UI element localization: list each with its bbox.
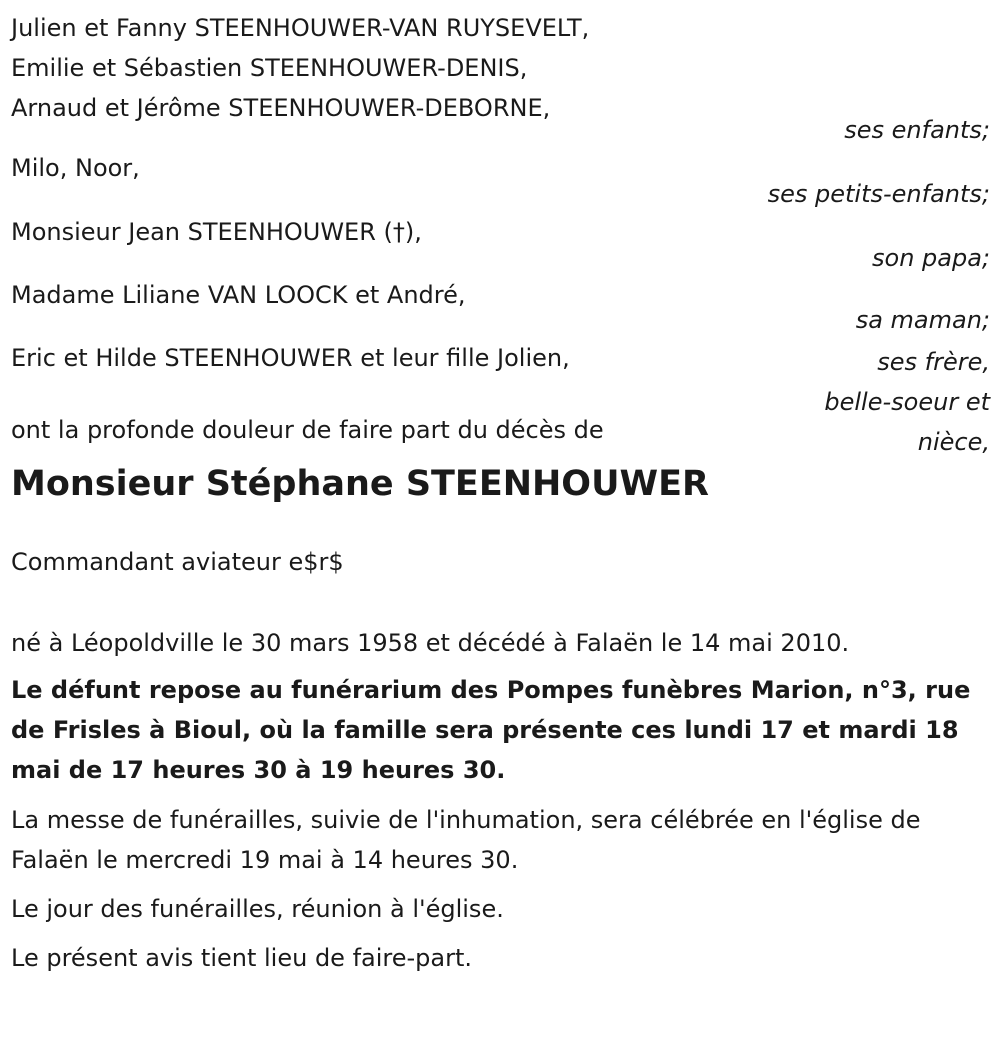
father-block	[11, 212, 990, 275]
mass-info: La messe de funérailles, suivie de l'inhumation, sera célébrée en l'église de Falaën le mercredi 19 mai à 14 heures 30.	[11, 806, 921, 874]
siblings-role-line: belle-soeur et	[824, 388, 990, 416]
siblings-role-line: ses frère,	[877, 348, 990, 376]
deceased-title: Commandant aviateur e$r$	[11, 548, 344, 576]
mother-role: sa maman;	[855, 306, 990, 334]
father-name: Monsieur Jean STEENHOUWER (†),	[11, 218, 422, 246]
reunion-info: Le jour des funérailles, réunion à l'église.	[11, 895, 504, 923]
child-line: Emilie et Sébastien STEENHOUWER-DENIS,	[11, 54, 528, 82]
grandchildren-block	[11, 148, 990, 212]
siblings-role-line: nièce,	[917, 428, 990, 456]
siblings-block	[11, 338, 990, 468]
deceased-name: Monsieur Stéphane STEENHOUWER	[11, 464, 709, 504]
obituary-notice	[11, 8, 990, 978]
funerarium-info: Le défunt repose au funérarium des Pompes funèbres Marion, n°3, rue de Frisles à Bioul, où la famille sera présente ces lundi 17 et mardi 18 mai de 17 heures 30 à 19 heures 30.	[11, 676, 971, 784]
mother-name: Madame Liliane VAN LOOCK et André,	[11, 281, 466, 309]
mother-block	[11, 275, 990, 338]
grandchildren-names: Milo, Noor,	[11, 154, 140, 182]
children-block	[11, 8, 990, 148]
birth-death: né à Léopoldville le 30 mars 1958 et décédé à Falaën le 14 mai 2010.	[11, 629, 850, 657]
father-role: son papa;	[872, 244, 990, 272]
siblings-names: Eric et Hilde STEENHOUWER et leur fille Jolien,	[11, 344, 570, 372]
notice-info: Le présent avis tient lieu de faire-part.	[11, 944, 473, 972]
grandchildren-role: ses petits-enfants;	[767, 180, 990, 208]
child-line: Arnaud et Jérôme STEENHOUWER-DEBORNE,	[11, 94, 551, 122]
child-line: Julien et Fanny STEENHOUWER-VAN RUYSEVELT,	[11, 14, 590, 42]
announcement-text: ont la profonde douleur de faire part du décès de	[11, 416, 604, 444]
siblings-role	[824, 342, 990, 462]
children-role: ses enfants;	[844, 116, 990, 144]
